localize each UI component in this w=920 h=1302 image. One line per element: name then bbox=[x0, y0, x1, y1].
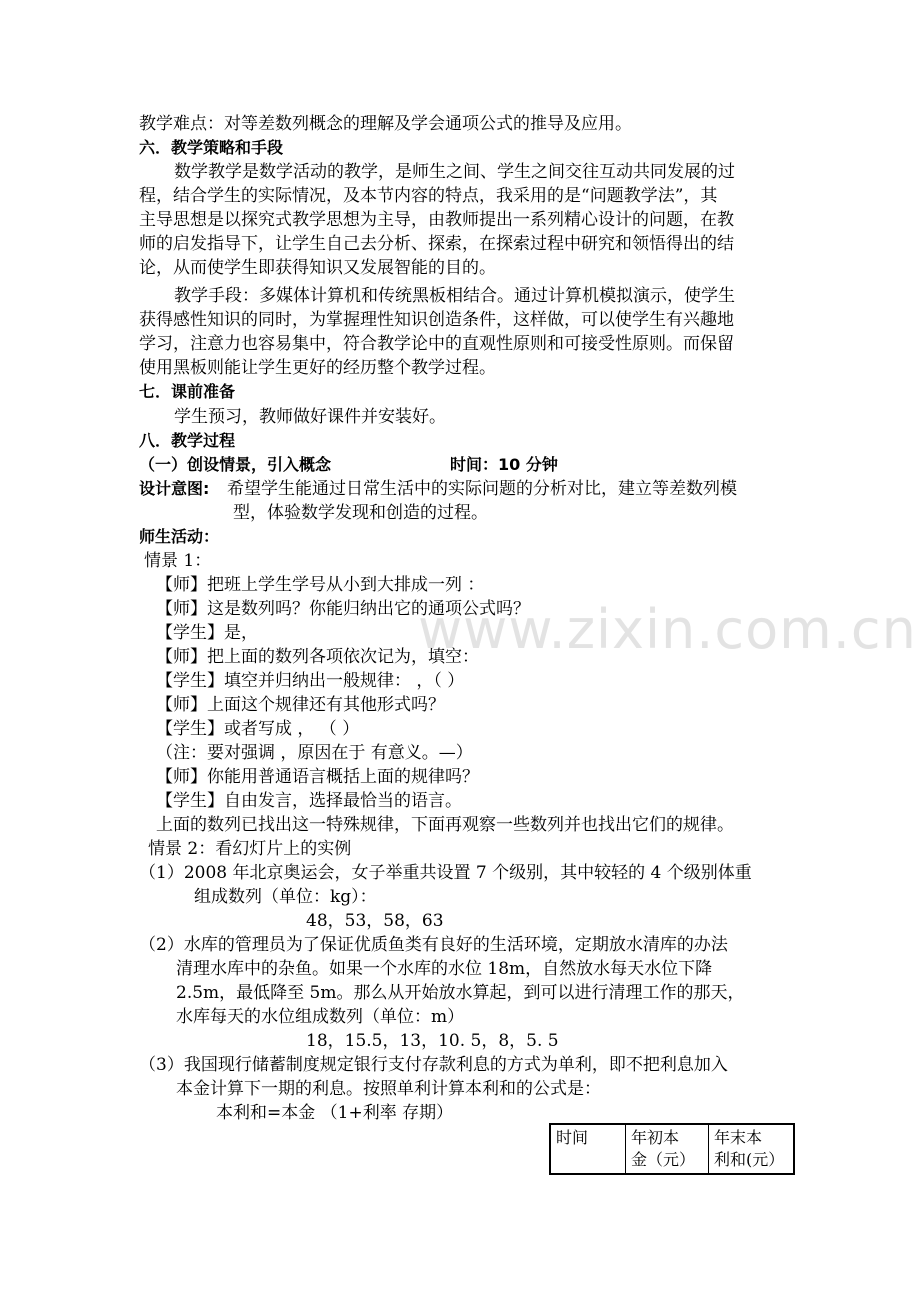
example-1-line: （1）2008 年北京奥运会，女子举重共设置 7 个级别，其中较轻的 4 个级别体重 bbox=[139, 863, 752, 883]
scene-1-label: 情景 1： bbox=[144, 551, 212, 571]
design-intent-label: 设计意图: bbox=[139, 479, 210, 498]
preparation-text: 学生预习，教师做好课件并安装好。 bbox=[174, 407, 446, 427]
dialogue-note: （注：要对强调 ，原因在于 有意义。—） bbox=[156, 743, 473, 763]
table-row bbox=[550, 1124, 794, 1174]
section-6-heading: 六．教学策略和手段 bbox=[139, 138, 284, 157]
para-strategy-line: 数学教学是数学活动的教学，是师生之间、学生之间交往互动共同发展的过 bbox=[174, 162, 735, 182]
table-cell-text: 时间 bbox=[556, 1128, 589, 1147]
dialogue-line: 【师】上面这个规律还有其他形式吗？ bbox=[156, 695, 445, 715]
table-header-total bbox=[709, 1124, 795, 1174]
para-strategy-line: 主导思想是以探究式教学思想为主导，由教师提出一系列精心设计的问题，在教 bbox=[139, 210, 734, 230]
example-1-line: 组成数列（单位：kg）： bbox=[194, 887, 377, 907]
teaching-difficulty: 教学难点：对等差数列概念的理解及学会通项公式的推导及应用。 bbox=[139, 114, 632, 134]
dialogue-line: 【学生】或者写成 ， （ ） bbox=[156, 719, 360, 739]
example-3-line: 本金计算下一期的利息。按照单利计算本利和的公式是： bbox=[176, 1079, 601, 1099]
design-intent-text: 希望学生能通过日常生活中的实际问题的分析对比，建立等差数列模 bbox=[227, 479, 737, 499]
example-2-line: （2）水库的管理员为了保证优质鱼类有良好的生活环境，定期放水清库的办法 bbox=[139, 935, 728, 955]
para-strategy-line: 师的启发指导下，让学生自己去分析、探索，在探索过程中研究和领悟得出的结 bbox=[139, 234, 734, 254]
dialogue-line: 【师】把上面的数列各项依次记为，填空： bbox=[156, 647, 479, 667]
table-header-principal bbox=[626, 1124, 709, 1174]
para-strategy-line: 论，从而使学生即获得知识又发展智能的目的。 bbox=[139, 258, 496, 278]
para-means-line: 获得感性知识的同时，为掌握理性知识创造条件，这样做，可以使学生有兴趣地 bbox=[139, 310, 734, 330]
dialogue-line: 【学生】是， bbox=[156, 623, 258, 643]
section-8-heading: 八．教学过程 bbox=[139, 431, 236, 450]
dialogue-line: 【学生】填空并归纳出一般规律： ，（ ） bbox=[156, 671, 465, 691]
para-means-line: 教学手段：多媒体计算机和传统黑板相结合。通过计算机模拟演示，使学生 bbox=[174, 286, 735, 306]
transition-text: 上面的数列已找出这一特殊规律，下面再观察一些数列并也找出它们的规律。 bbox=[156, 815, 734, 835]
example-3-formula: 本利和=本金 （1+利率 存期） bbox=[216, 1103, 454, 1123]
dialogue-line: 【师】把班上学生学号从小到大排成一列 ： bbox=[156, 575, 485, 595]
watermark: www.zixin.com.cn bbox=[418, 598, 917, 661]
example-3-line: （3）我国现行储蓄制度规定银行支付存款利息的方式为单利，即不把利息加入 bbox=[139, 1055, 728, 1075]
table-cell-text: 年初本 bbox=[631, 1128, 680, 1147]
example-2-line: 清理水库中的杂鱼。如果一个水库的水位 18m，自然放水每天水位下降 bbox=[176, 959, 713, 979]
example-2-line: 2.5m，最低降至 5m。那么从开始放水算起，到可以进行清理工作的那天， bbox=[176, 983, 745, 1003]
table-header-time bbox=[550, 1124, 626, 1174]
example-2-line: 水库每天的水位组成数列（单位：m） bbox=[176, 1007, 465, 1027]
scene-2-label: 情景 2：看幻灯片上的实例 bbox=[148, 839, 352, 859]
dialogue-line: 【师】你能用普通语言概括上面的规律吗？ bbox=[156, 767, 479, 787]
example-2-sequence: 18，15.5，13，10. 5，8，5. 5 bbox=[306, 1031, 559, 1051]
part-1-time: 时间：10 分钟 bbox=[450, 455, 558, 474]
activity-heading: 师生活动： bbox=[139, 527, 220, 546]
example-1-sequence: 48，53，58，63 bbox=[306, 911, 444, 931]
para-strategy-line: 程，结合学生的实际情况，及本节内容的特点，我采用的是“问题教学法”，其 bbox=[139, 186, 718, 206]
design-intent-text: 型，体验数学发现和创造的过程。 bbox=[233, 503, 488, 523]
table-cell-text: 金（元） bbox=[631, 1150, 696, 1169]
table-cell-text: 年末本 bbox=[714, 1128, 763, 1147]
para-means-line: 使用黑板则能让学生更好的经历整个教学过程。 bbox=[139, 358, 496, 378]
dialogue-line: 【学生】自由发言，选择最恰当的语言。 bbox=[156, 791, 462, 811]
para-means-line: 学习，注意力也容易集中，符合教学论中的直观性原则和可接受性原则。而保留 bbox=[139, 334, 734, 354]
table-cell-text: 利和(元） bbox=[714, 1150, 785, 1169]
part-1-heading: （一）创设情景，引入概念 bbox=[139, 455, 332, 474]
interest-table bbox=[549, 1123, 795, 1175]
dialogue-line: 【师】这是数列吗？你能归纳出它的通项公式吗？ bbox=[156, 599, 530, 619]
section-7-heading: 七．课前准备 bbox=[139, 382, 236, 401]
